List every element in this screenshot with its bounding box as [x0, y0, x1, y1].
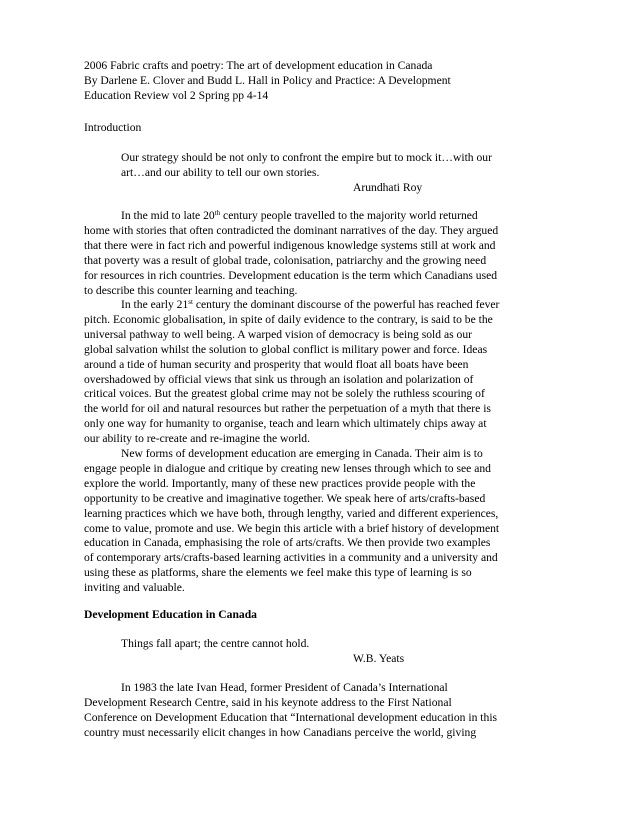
ordinal-suffix: th: [214, 209, 221, 217]
citation-line: 2006 Fabric crafts and poetry: The art of development education in Canada: [84, 59, 433, 72]
paragraph-line: learning practices which we have both, through lengthy, varied and different experiences,: [84, 506, 499, 520]
epigraph-roy: [121, 151, 541, 196]
paragraph-intro-2: [84, 298, 550, 447]
paragraph-line: New forms of development education are emerging in Canada. Their aim is to: [121, 447, 483, 460]
paragraph-line: inviting and valuable.: [84, 581, 185, 595]
citation-line: Education Review vol 2 Spring pp 4-14: [84, 88, 269, 102]
epigraph-yeats: [121, 637, 541, 667]
citation-header: [84, 59, 554, 104]
paragraph-line: [84, 298, 550, 313]
paragraph-line: overshadowed by official views that sink us through an isolation and polarization of: [84, 372, 474, 386]
paragraph-line: global salvation whilst the solution to global conflict is military power and force. Ideas: [84, 342, 488, 356]
epigraph-line: art…and our ability to tell our own stories.: [121, 165, 320, 179]
ordinal-suffix: st: [188, 298, 193, 306]
text-fragment: In the early 21: [121, 298, 189, 311]
paragraph-line: to describe this counter learning and teaching.: [84, 283, 298, 297]
paragraph-line: using these as platforms, share the elements we feel make this type of learning is so: [84, 566, 472, 580]
paragraph-line: engage people in dialogue and critique by creating new lenses through which to see and: [84, 461, 491, 475]
paragraph-line: around a tide of human security and prosperity that would float all boats have been: [84, 357, 469, 371]
paragraph-line: that there were in fact rich and powerful indigenous knowledge systems still at work and: [84, 238, 496, 252]
section-heading-development-education: Development Education in Canada: [84, 608, 257, 621]
citation-line: By Darlene E. Clover and Budd L. Hall in Policy and Practice: A Development: [84, 73, 451, 87]
text-fragment: century the dominant discourse of the powerful has reached fever: [192, 298, 500, 311]
text-fragment: In the mid to late 20: [121, 209, 215, 222]
epigraph-author: W.B. Yeats: [353, 651, 405, 665]
paragraph-line: our ability to re-create and re-imagine the world.: [84, 432, 310, 446]
paragraph-line: for resources in rich countries. Development education is the term which Canadians used: [84, 268, 498, 282]
paragraph-line: Conference on Development Education that “International development education in this: [84, 710, 498, 724]
paragraph-line: come to value, promote and use. We begin this article with a brief history of development: [84, 521, 500, 535]
paragraph-intro-1: [84, 209, 550, 298]
paragraph-line: critical voices. But the greatest global crime may not be solely the ruthless scouring of: [84, 387, 485, 401]
paragraph-line: education in Canada, emphasising the role of arts/crafts. We then provide two examples: [84, 536, 491, 550]
paragraph-line: Development Research Centre, said in his keynote address to the First National: [84, 695, 452, 709]
paragraph-intro-3: [84, 447, 550, 596]
paragraph-line: only one way for humanity to organise, teach and learn which ultimately chips away at: [84, 417, 487, 431]
epigraph-line: Things fall apart; the centre cannot hold.: [121, 637, 310, 650]
paragraph-line: opportunity to be creative and imaginative together. We speak here of arts/crafts-based: [84, 491, 486, 505]
paragraph-line: In 1983 the late Ivan Head, former President of Canada’s International: [121, 681, 448, 694]
epigraph-author: Arundhati Roy: [353, 180, 423, 194]
section-heading-introduction: Introduction: [84, 121, 142, 134]
paragraph-section2-1: [84, 681, 550, 741]
paragraph-line: country must necessarily elicit changes in how Canadians perceive the world, giving: [84, 725, 477, 739]
paragraph-line: pitch. Economic globalisation, in spite of daily evidence to the contrary, is said to be the: [84, 312, 493, 326]
paragraph-line: explore the world. Importantly, many of these new practices provide people with the: [84, 476, 476, 490]
paragraph-line: universal pathway to well being. A warped vision of democracy is being sold as our: [84, 327, 472, 341]
paragraph-line: the world for oil and natural resources but rather the perpetuation of a myth that there is: [84, 402, 491, 416]
paragraph-line: that poverty was a result of global trade, colonisation, patriarchy and the growing need: [84, 253, 487, 267]
epigraph-line: Our strategy should be not only to confront the empire but to mock it…with our: [121, 151, 492, 164]
paragraph-line: [84, 209, 550, 224]
paragraph-line: home with stories that often contradicted the dominant narratives of the day. They argued: [84, 223, 499, 237]
text-fragment: century people travelled to the majority world returned: [220, 209, 478, 222]
paragraph-line: of contemporary arts/crafts-based learning activities in a community and a university and: [84, 551, 498, 565]
